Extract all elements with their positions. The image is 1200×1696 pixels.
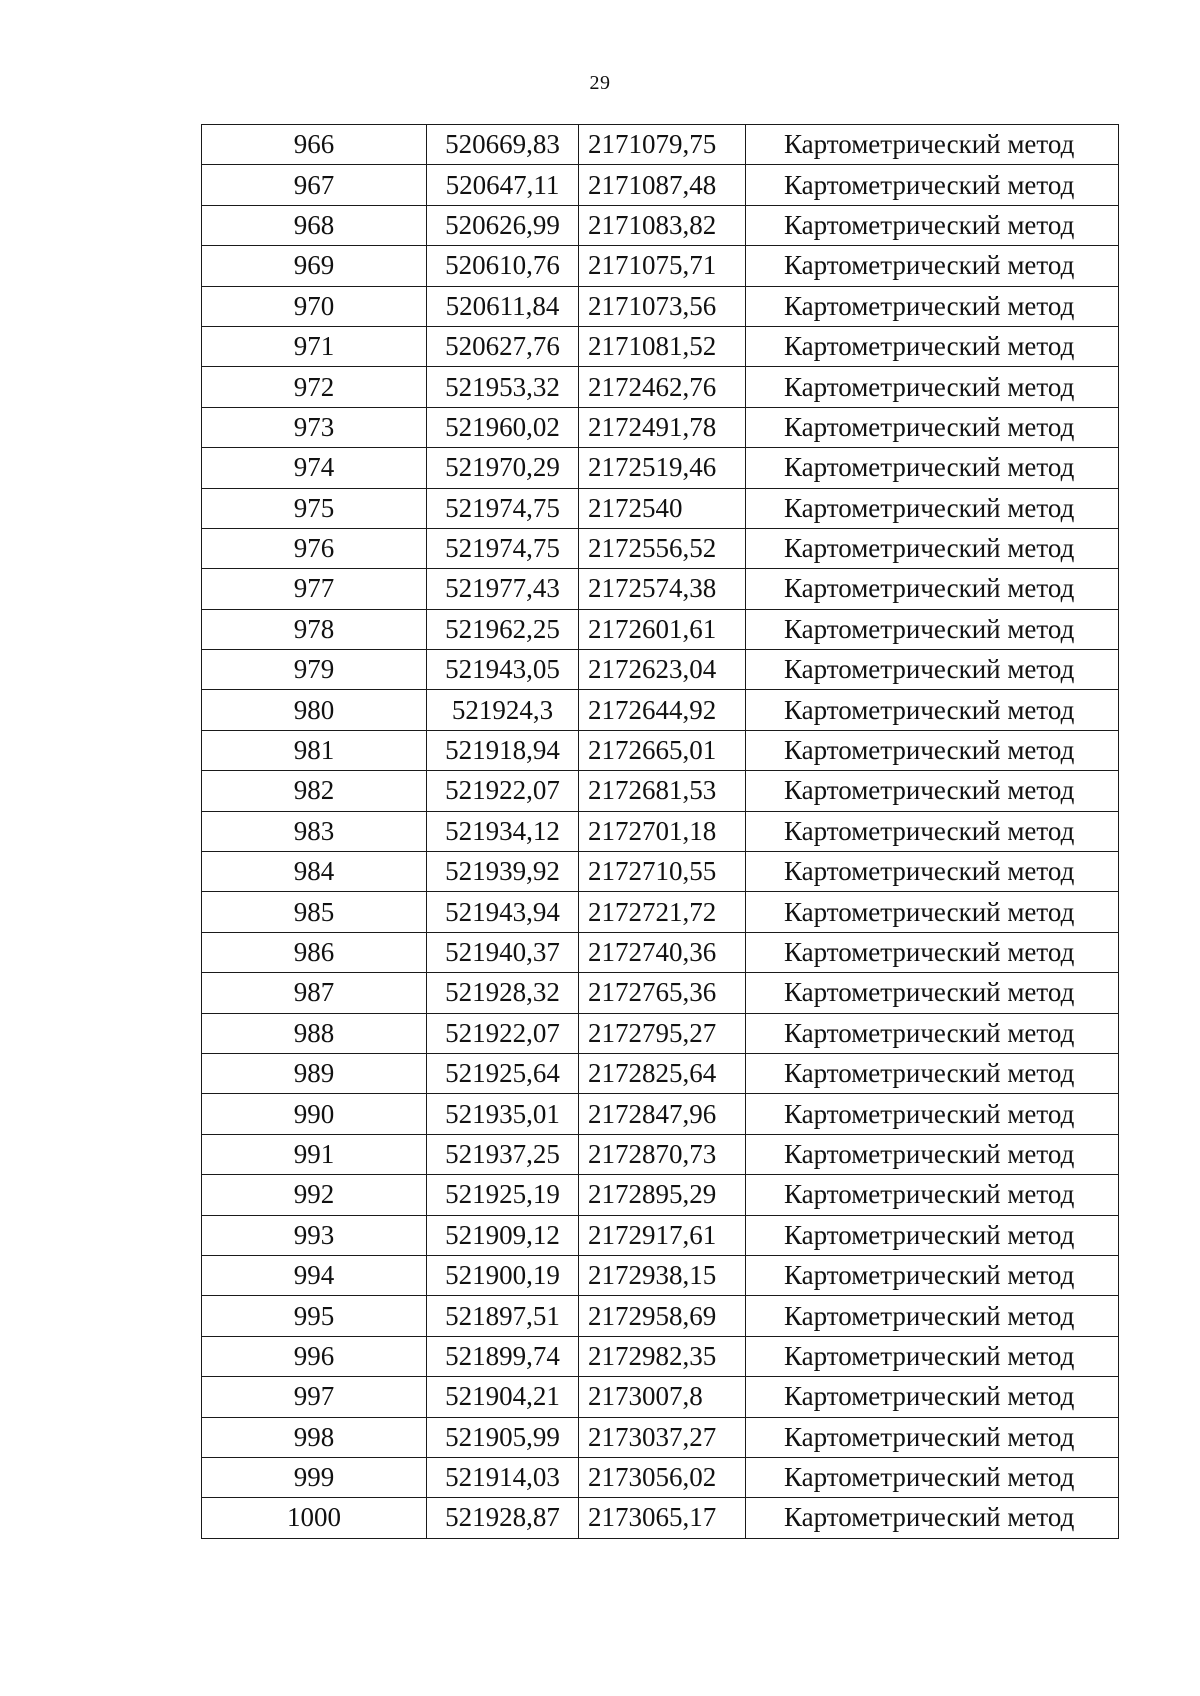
y-coordinate-cell: 2172665,01 — [579, 730, 746, 770]
y-coordinate-cell: 2172740,36 — [579, 932, 746, 972]
y-coordinate-cell: 2171075,71 — [579, 246, 746, 286]
x-coordinate-cell: 521922,07 — [427, 1013, 579, 1053]
method-cell: Картометрический метод — [746, 488, 1119, 528]
point-number-cell: 986 — [202, 932, 427, 972]
method-cell: Картометрический метод — [746, 1377, 1119, 1417]
point-number-cell: 983 — [202, 811, 427, 851]
table-row — [202, 1175, 1119, 1215]
point-number-cell: 993 — [202, 1215, 427, 1255]
y-coordinate-cell: 2172556,52 — [579, 528, 746, 568]
x-coordinate-cell: 521962,25 — [427, 609, 579, 649]
x-coordinate-cell: 521924,3 — [427, 690, 579, 730]
method-cell: Картометрический метод — [746, 1175, 1119, 1215]
point-number-cell: 973 — [202, 407, 427, 447]
table-row — [202, 448, 1119, 488]
point-number-cell: 997 — [202, 1377, 427, 1417]
method-cell: Картометрический метод — [746, 367, 1119, 407]
x-coordinate-cell: 521940,37 — [427, 932, 579, 972]
coordinates-table — [201, 124, 1119, 1539]
point-number-cell: 988 — [202, 1013, 427, 1053]
x-coordinate-cell: 520647,11 — [427, 165, 579, 205]
table-row — [202, 205, 1119, 245]
method-cell: Картометрический метод — [746, 569, 1119, 609]
y-coordinate-cell: 2172795,27 — [579, 1013, 746, 1053]
y-coordinate-cell: 2172765,36 — [579, 973, 746, 1013]
x-coordinate-cell: 521922,07 — [427, 771, 579, 811]
x-coordinate-cell: 520669,83 — [427, 125, 579, 165]
y-coordinate-cell: 2172958,69 — [579, 1296, 746, 1336]
point-number-cell: 975 — [202, 488, 427, 528]
point-number-cell: 979 — [202, 650, 427, 690]
table-row — [202, 1013, 1119, 1053]
point-number-cell: 989 — [202, 1053, 427, 1093]
method-cell: Картометрический метод — [746, 811, 1119, 851]
table-row — [202, 973, 1119, 1013]
point-number-cell: 1000 — [202, 1498, 427, 1538]
coordinates-table-body — [202, 125, 1119, 1539]
method-cell: Картометрический метод — [746, 326, 1119, 366]
point-number-cell: 972 — [202, 367, 427, 407]
method-cell: Картометрический метод — [746, 1134, 1119, 1174]
y-coordinate-cell: 2171073,56 — [579, 286, 746, 326]
y-coordinate-cell: 2172701,18 — [579, 811, 746, 851]
method-cell: Картометрический метод — [746, 407, 1119, 447]
point-number-cell: 992 — [202, 1175, 427, 1215]
y-coordinate-cell: 2171083,82 — [579, 205, 746, 245]
table-row — [202, 730, 1119, 770]
table-row — [202, 1457, 1119, 1497]
x-coordinate-cell: 520626,99 — [427, 205, 579, 245]
method-cell: Картометрический метод — [746, 771, 1119, 811]
point-number-cell: 977 — [202, 569, 427, 609]
point-number-cell: 998 — [202, 1417, 427, 1457]
x-coordinate-cell: 521943,94 — [427, 892, 579, 932]
y-coordinate-cell: 2172462,76 — [579, 367, 746, 407]
y-coordinate-cell: 2172825,64 — [579, 1053, 746, 1093]
y-coordinate-cell: 2172938,15 — [579, 1255, 746, 1295]
table-row — [202, 326, 1119, 366]
y-coordinate-cell: 2172623,04 — [579, 650, 746, 690]
method-cell: Картометрический метод — [746, 1094, 1119, 1134]
method-cell: Картометрический метод — [746, 1255, 1119, 1295]
y-coordinate-cell: 2172644,92 — [579, 690, 746, 730]
y-coordinate-cell: 2172721,72 — [579, 892, 746, 932]
method-cell: Картометрический метод — [746, 205, 1119, 245]
table-row — [202, 690, 1119, 730]
table-row — [202, 286, 1119, 326]
method-cell: Картометрический метод — [746, 609, 1119, 649]
point-number-cell: 994 — [202, 1255, 427, 1295]
y-coordinate-cell: 2171087,48 — [579, 165, 746, 205]
method-cell: Картометрический метод — [746, 1013, 1119, 1053]
x-coordinate-cell: 521974,75 — [427, 528, 579, 568]
point-number-cell: 966 — [202, 125, 427, 165]
table-row — [202, 650, 1119, 690]
x-coordinate-cell: 520610,76 — [427, 246, 579, 286]
method-cell: Картометрический метод — [746, 1336, 1119, 1376]
x-coordinate-cell: 521899,74 — [427, 1336, 579, 1376]
method-cell: Картометрический метод — [746, 973, 1119, 1013]
x-coordinate-cell: 521909,12 — [427, 1215, 579, 1255]
table-row — [202, 1255, 1119, 1295]
table-row — [202, 1094, 1119, 1134]
method-cell: Картометрический метод — [746, 690, 1119, 730]
table-row — [202, 1498, 1119, 1538]
table-row — [202, 246, 1119, 286]
y-coordinate-cell: 2172681,53 — [579, 771, 746, 811]
method-cell: Картометрический метод — [746, 650, 1119, 690]
x-coordinate-cell: 521960,02 — [427, 407, 579, 447]
method-cell: Картометрический метод — [746, 892, 1119, 932]
y-coordinate-cell: 2173007,8 — [579, 1377, 746, 1417]
method-cell: Картометрический метод — [746, 1215, 1119, 1255]
table-row — [202, 932, 1119, 972]
point-number-cell: 996 — [202, 1336, 427, 1376]
method-cell: Картометрический метод — [746, 448, 1119, 488]
x-coordinate-cell: 521935,01 — [427, 1094, 579, 1134]
x-coordinate-cell: 520611,84 — [427, 286, 579, 326]
x-coordinate-cell: 521928,87 — [427, 1498, 579, 1538]
point-number-cell: 985 — [202, 892, 427, 932]
x-coordinate-cell: 520627,76 — [427, 326, 579, 366]
table-row — [202, 569, 1119, 609]
x-coordinate-cell: 521900,19 — [427, 1255, 579, 1295]
method-cell: Картометрический метод — [746, 730, 1119, 770]
table-row — [202, 1215, 1119, 1255]
table-row — [202, 125, 1119, 165]
y-coordinate-cell: 2172710,55 — [579, 852, 746, 892]
y-coordinate-cell: 2172491,78 — [579, 407, 746, 447]
table-row — [202, 811, 1119, 851]
table-row — [202, 892, 1119, 932]
point-number-cell: 969 — [202, 246, 427, 286]
point-number-cell: 971 — [202, 326, 427, 366]
method-cell: Картометрический метод — [746, 1417, 1119, 1457]
y-coordinate-cell: 2172847,96 — [579, 1094, 746, 1134]
method-cell: Картометрический метод — [746, 528, 1119, 568]
x-coordinate-cell: 521977,43 — [427, 569, 579, 609]
x-coordinate-cell: 521914,03 — [427, 1457, 579, 1497]
point-number-cell: 970 — [202, 286, 427, 326]
method-cell: Картометрический метод — [746, 1296, 1119, 1336]
point-number-cell: 978 — [202, 609, 427, 649]
table-row — [202, 1336, 1119, 1376]
y-coordinate-cell: 2172870,73 — [579, 1134, 746, 1174]
x-coordinate-cell: 521918,94 — [427, 730, 579, 770]
point-number-cell: 976 — [202, 528, 427, 568]
method-cell: Картометрический метод — [746, 1053, 1119, 1093]
method-cell: Картометрический метод — [746, 246, 1119, 286]
table-row — [202, 165, 1119, 205]
table-row — [202, 528, 1119, 568]
point-number-cell: 999 — [202, 1457, 427, 1497]
y-coordinate-cell: 2172519,46 — [579, 448, 746, 488]
y-coordinate-cell: 2172601,61 — [579, 609, 746, 649]
y-coordinate-cell: 2172917,61 — [579, 1215, 746, 1255]
table-row — [202, 488, 1119, 528]
x-coordinate-cell: 521939,92 — [427, 852, 579, 892]
method-cell: Картометрический метод — [746, 1457, 1119, 1497]
y-coordinate-cell: 2172895,29 — [579, 1175, 746, 1215]
table-row — [202, 609, 1119, 649]
x-coordinate-cell: 521925,64 — [427, 1053, 579, 1093]
y-coordinate-cell: 2173056,02 — [579, 1457, 746, 1497]
y-coordinate-cell: 2172982,35 — [579, 1336, 746, 1376]
point-number-cell: 981 — [202, 730, 427, 770]
table-row — [202, 1417, 1119, 1457]
x-coordinate-cell: 521953,32 — [427, 367, 579, 407]
method-cell: Картометрический метод — [746, 852, 1119, 892]
point-number-cell: 980 — [202, 690, 427, 730]
table-row — [202, 407, 1119, 447]
method-cell: Картометрический метод — [746, 165, 1119, 205]
page-number: 29 — [589, 72, 611, 94]
y-coordinate-cell: 2171081,52 — [579, 326, 746, 366]
table-row — [202, 1296, 1119, 1336]
x-coordinate-cell: 521943,05 — [427, 650, 579, 690]
x-coordinate-cell: 521897,51 — [427, 1296, 579, 1336]
y-coordinate-cell: 2172574,38 — [579, 569, 746, 609]
x-coordinate-cell: 521928,32 — [427, 973, 579, 1013]
x-coordinate-cell: 521974,75 — [427, 488, 579, 528]
y-coordinate-cell: 2172540 — [579, 488, 746, 528]
point-number-cell: 974 — [202, 448, 427, 488]
method-cell: Картометрический метод — [746, 1498, 1119, 1538]
table-row — [202, 852, 1119, 892]
point-number-cell: 967 — [202, 165, 427, 205]
table-row — [202, 1377, 1119, 1417]
method-cell: Картометрический метод — [746, 286, 1119, 326]
method-cell: Картометрический метод — [746, 932, 1119, 972]
x-coordinate-cell: 521904,21 — [427, 1377, 579, 1417]
x-coordinate-cell: 521970,29 — [427, 448, 579, 488]
table-row — [202, 367, 1119, 407]
point-number-cell: 990 — [202, 1094, 427, 1134]
table-row — [202, 1053, 1119, 1093]
y-coordinate-cell: 2173037,27 — [579, 1417, 746, 1457]
table-row — [202, 771, 1119, 811]
method-cell: Картометрический метод — [746, 125, 1119, 165]
point-number-cell: 991 — [202, 1134, 427, 1174]
x-coordinate-cell: 521925,19 — [427, 1175, 579, 1215]
x-coordinate-cell: 521905,99 — [427, 1417, 579, 1457]
y-coordinate-cell: 2171079,75 — [579, 125, 746, 165]
x-coordinate-cell: 521934,12 — [427, 811, 579, 851]
point-number-cell: 987 — [202, 973, 427, 1013]
point-number-cell: 982 — [202, 771, 427, 811]
point-number-cell: 984 — [202, 852, 427, 892]
x-coordinate-cell: 521937,25 — [427, 1134, 579, 1174]
table-row — [202, 1134, 1119, 1174]
y-coordinate-cell: 2173065,17 — [579, 1498, 746, 1538]
point-number-cell: 968 — [202, 205, 427, 245]
point-number-cell: 995 — [202, 1296, 427, 1336]
